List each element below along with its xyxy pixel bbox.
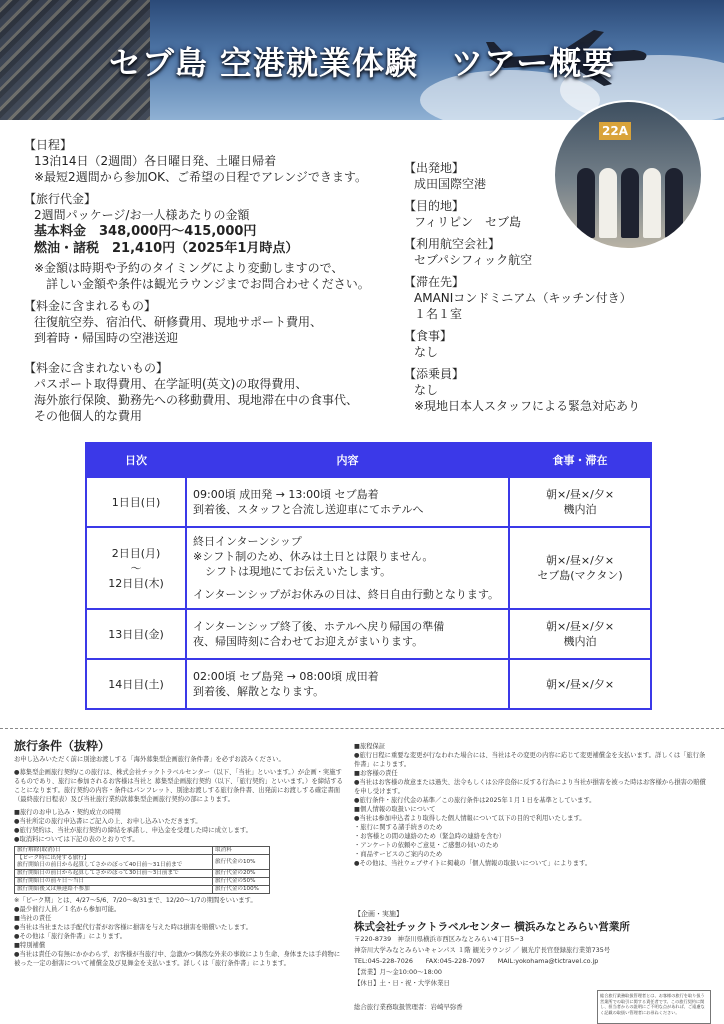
schedule-text: 13泊14日（2週間）各日曜日発、土曜日帰着 bbox=[34, 154, 277, 168]
table-row: 1日目(日) 09:00頃 成田発 → 13:00頃 セブ島着 到着後、スタッフと合流し送迎車にてホテルへ 朝×/昼×/夕× 機内泊 bbox=[86, 477, 651, 527]
company-name: 株式会社チックトラベルセンター 横浜みなとみらい営業所 bbox=[354, 921, 630, 933]
schedule-note: ※最短2週間から参加OK、ご希望の日程でアレンジできます。 bbox=[34, 170, 367, 184]
travel-conditions-2: ■旅程保証 ●旅行日程に重要な変更が行なわれた場合には、当社はその変更の内容に応じて変更補償金を支払います。詳しくは「旅行条件書」によります。 ■お客様の責任 ●当社はお客様の故意または過失、法令もしくは公序良俗に反する行為により当社が損害を被った時はお客様から損害の賠償を申し受けます。 ●旅行条件・旅行代金の基準／この旅行条件は2025年１月１日を基準としています。 ■個人情報の取扱いについて ●当社は参加申込者より取得した個人情報について以下の目的で利用いたします。 ・旅行に関する諸手続きのため ・お客様との間の連絡のため（緊急時の連絡を含む） ・アンケートの依頼やご意見・ご感想の伺いのため ・商品サービスのご案内のため ●その他は、当社ウェブサイトに掲載の「個人情報の取扱いについて」によります。 bbox=[354, 743, 706, 867]
fuel-tax: 燃油・諸税 21,410円（2025年1月時点） bbox=[34, 241, 299, 256]
excluded-heading: 【料金に含まれないもの】 bbox=[24, 361, 169, 375]
col-day: 日次 bbox=[86, 443, 186, 477]
destination-value: フィリピン セブ島 bbox=[414, 215, 522, 229]
meal-heading: 【食事】 bbox=[404, 329, 453, 343]
organizer-info: 【企画・実施】 株式会社チックトラベルセンター 横浜みなとみらい営業所 〒220-8739 神奈川県横浜市西区みなとみらい4丁目5−3 神奈川大学みなとみらいキャンパス １階 観光ラウンジ ／ 観光庁長官登録旅行業第735号 TEL:045-228-7026 FAX:045-228-7097 MAIL:yokohama@tictravel.co.jp 【営業】月〜金10:00〜18:00 【休日】土・日・祝・大学休業日 bbox=[354, 909, 714, 989]
price-note-2: 詳しい金額や条件は観光ラウンジまでお問合わせください。 bbox=[46, 277, 370, 291]
conditions-title: 旅行条件（抜粋） bbox=[14, 739, 111, 753]
contact-info: TEL:045-228-7026 FAX:045-228-7097 MAIL:yokohama@tictravel.co.jp bbox=[354, 957, 599, 965]
escort-note: ※現地日本人スタッフによる緊急対応あり bbox=[414, 399, 641, 413]
excluded-text-3: その他個人的な費用 bbox=[34, 409, 143, 423]
table-row: 13日目(金) インターンシップ終了後、ホテルへ戻り帰国の準備 夜、帰国時刻に合わせてお迎えがまいります。 朝×/昼×/夕× 機内泊 bbox=[86, 609, 651, 659]
airline-heading: 【利用航空会社】 bbox=[404, 237, 501, 251]
page-title: セブ島 空港就業体験 ツアー概要 bbox=[108, 44, 616, 82]
included-heading: 【料金に含まれるもの】 bbox=[24, 299, 157, 313]
accommodation-value: AMANIコンドミニアム（キッチン付き） bbox=[414, 291, 632, 305]
tour-info-left bbox=[24, 137, 404, 424]
destination-heading: 【目的地】 bbox=[404, 199, 465, 213]
escort-value: なし bbox=[414, 383, 439, 397]
escort-heading: 【添乗員】 bbox=[404, 367, 465, 381]
excluded-text-2: 海外旅行保険、勤務先への移動費用、現地滞在中の食事代、 bbox=[34, 393, 359, 407]
price-note: ※金額は時期や予約のタイミングにより変動しますので、 bbox=[34, 261, 344, 275]
manager: 総合旅行業務取扱管理者：岩崎早弥香 bbox=[354, 1003, 463, 1011]
base-price: 基本料金 348,000円〜415,000円 bbox=[34, 224, 257, 239]
col-meal: 食事・滞在 bbox=[509, 443, 651, 477]
included-text-2: 到着時・帰国時の空港送迎 bbox=[34, 331, 179, 345]
schedule-heading: 【日程】 bbox=[24, 138, 73, 152]
departure-value: 成田国際空港 bbox=[414, 177, 487, 191]
included-text: 往復航空券、宿泊代、研修費用、現地サポート費用、 bbox=[34, 315, 323, 329]
accommodation-heading: 【滞在先】 bbox=[404, 275, 465, 289]
airline-value: セブパシフィック航空 bbox=[414, 253, 533, 267]
table-row: 2日目(月) 〜 12日目(木) 終日インターンシップ ※シフト制のため、休みは土日とは限りません。 シフトは現地にてお伝えいたします。 インターンシップがお休みの日は、終日自由行動となります。 朝×/昼×/夕× セブ島(マクタン) bbox=[86, 527, 651, 609]
room-value: １名１室 bbox=[414, 307, 463, 321]
itinerary-table bbox=[85, 442, 652, 710]
col-content: 内容 bbox=[186, 443, 509, 477]
price-text: 2週間パッケージ/お一人様あたりの金額 bbox=[34, 208, 250, 222]
excluded-text: パスポート取得費用、在学証明(英文)の取得費用、 bbox=[34, 377, 308, 391]
price-heading: 【旅行代金】 bbox=[24, 192, 97, 206]
travel-conditions: 旅行条件（抜粋） お申し込みいただく前に別途お渡しする「海外募集型企画旅行条件書」を必ずお読みください。 ●募集型企画旅行契約/この旅行は、株式会社チックトラベルセンター（以下、「当社」といいます。）が企画・実施するものであり、旅行に参加されるお客様は当社と 募集型企画旅行契約（以下、「旅行契約」といいます。）を締結することになります。旅行契約の内容・条件はパンフレット、別途お渡しする旅行条件書、出発前にお渡しする確定書面（最終旅行日程表）及び当社旅行業約款募集型企画旅行契約の部によります。 ■旅行のお申し込み・契約成立の時期 ●当社所定の旅行申込書にご記入の上、お申し込みいただきます。 ●旅行契約は、当社が旅行契約の締結を承諾し、申込金を受理した時に成立します。 ●取消料については下記の表のとおりです。 旅行解除(取消)日 取消料 【ピーク時に出発する旅行】 旅行開始日の前日から起算してさかのぼって40日前〜31日前まで 旅行代金の10% 旅行開始日の前日から起算してさかのぼって30日前〜3日前まで 旅行代金の20% 旅行開始日の前々日〜当日 旅行代金の50% 旅行開始後又は無連絡不参加 旅行代金の100% ※「ピーク期」とは、4/27〜5/6、7/20〜8/31まで、12/20〜1/7の期間をいいます。 ●最少催行人員／１名から参加可能。 ■当社の責任 ●当社は当社または手配代行者がお客様に損害を与えた時は損害を賠償いたします。 ●その他は「旅行条件書」によります。 ■特別補償 ●当社は責任の有無にかかわらず、お客様が当旅行中、急激かつ偶然な外来の事故により生命、身体または手荷物に被った一定の損害について補償金及び見舞金を支払います。詳しくは「旅行条件書」によります。 bbox=[14, 742, 346, 968]
departure-heading: 【出発地】 bbox=[404, 161, 465, 175]
meal-value: なし bbox=[414, 345, 439, 359]
table-row: 14日目(土) 02:00頃 セブ島発 → 08:00頃 成田着 到着後、解散となります。 朝×/昼×/夕× bbox=[86, 659, 651, 709]
cancellation-fee-table: 旅行解除(取消)日 取消料 【ピーク時に出発する旅行】 旅行開始日の前日から起算してさかのぼって40日前〜31日前まで 旅行代金の10% 旅行開始日の前日から起算してさかのぼって30日前〜3日前まで 旅行代金の20% 旅行開始日の前々日〜当日 旅行代金の50% 旅行開始後又は無連絡不参加 旅行代金の100% bbox=[14, 846, 270, 894]
manager-note: 総合旅行業務取扱管理者とは、お客様の旅行を取り扱う営業所での取引に関する責任者です。この旅行契約に関し、担当者からの説明にご不明な点があれば、ご遠慮なく記載の取扱い管理者にお尋ねください。 bbox=[597, 990, 711, 1024]
section-divider bbox=[0, 728, 724, 729]
tour-info-right bbox=[404, 160, 704, 420]
gate-sign: 22A bbox=[599, 122, 631, 140]
